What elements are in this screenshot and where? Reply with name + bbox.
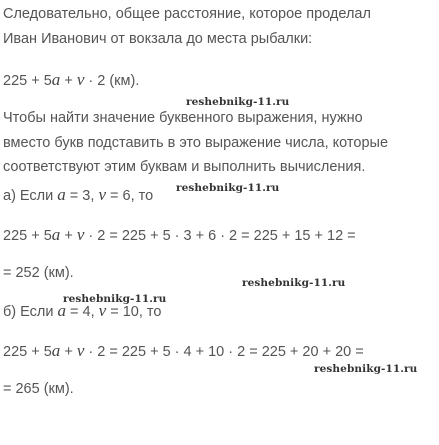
calc-b-suffix: · 2 = 225 + 5 · 4 + 10 · 2 = 225 + 20 + 20 = (84, 344, 364, 360)
calc-a-plus: + (60, 228, 77, 244)
watermark: reshebnikg-11.ru (176, 182, 280, 194)
paragraph-1-line-2: Иван Иванович от вокзала до места рыбалки: (3, 31, 313, 47)
calc-b-plus: + (60, 344, 77, 360)
case-b-prefix: б) Если (3, 304, 58, 320)
paragraph-2-line-2: вместо букв подставить в это выражение числа, которые (3, 135, 389, 151)
paragraph-1-line-1: Следовательно, общее расстояние, которое проделал (3, 6, 371, 22)
variable-v: v (98, 301, 107, 320)
calc-b-prefix: 225 + 5 (3, 344, 52, 360)
case-a-suffix: = 6, то (105, 188, 154, 204)
variable-v: v (76, 225, 85, 244)
calc-a-prefix: 225 + 5 (3, 228, 52, 244)
expression-formula (3, 71, 139, 90)
variable-a: a (51, 341, 61, 360)
expression-prefix: 225 + 5 (3, 73, 52, 89)
case-b-suffix: = 10, то (106, 304, 162, 320)
variable-v: v (98, 185, 106, 204)
case-b-result: = 265 (км). (3, 381, 74, 397)
watermark: reshebnikg-11.ru (314, 363, 418, 375)
variable-a: a (57, 301, 67, 320)
case-a-calculation (3, 226, 356, 245)
case-a-result: = 252 (км). (3, 265, 74, 281)
variable-v: v (76, 341, 85, 360)
paragraph-2-line-1: Чтобы найти значение буквенного выражения, нужно (3, 110, 363, 126)
calc-a-suffix: · 2 = 225 + 5 · 3 + 6 · 2 = 225 + 15 + 12 = (84, 228, 356, 244)
variable-a: a (57, 185, 66, 204)
expression-suffix: · 2 (км). (84, 73, 140, 89)
case-a-prefix: а) Если (3, 188, 58, 204)
watermark: reshebnikg-11.ru (242, 277, 346, 289)
variable-a: a (51, 70, 61, 89)
case-b-calculation (3, 342, 364, 361)
expression-plus: + (60, 73, 77, 89)
case-a-middle: = 3, (65, 188, 99, 204)
case-b-middle: = 4, (66, 304, 99, 320)
watermark: reshebnikg-11.ru (186, 96, 290, 108)
variable-v: v (76, 70, 85, 89)
variable-a: a (51, 225, 61, 244)
watermark: reshebnikg-11.ru (63, 293, 167, 305)
paragraph-2-line-3: соответствуют этим буквам и выполнить вычисления. (3, 159, 366, 175)
case-a-condition (3, 186, 153, 205)
